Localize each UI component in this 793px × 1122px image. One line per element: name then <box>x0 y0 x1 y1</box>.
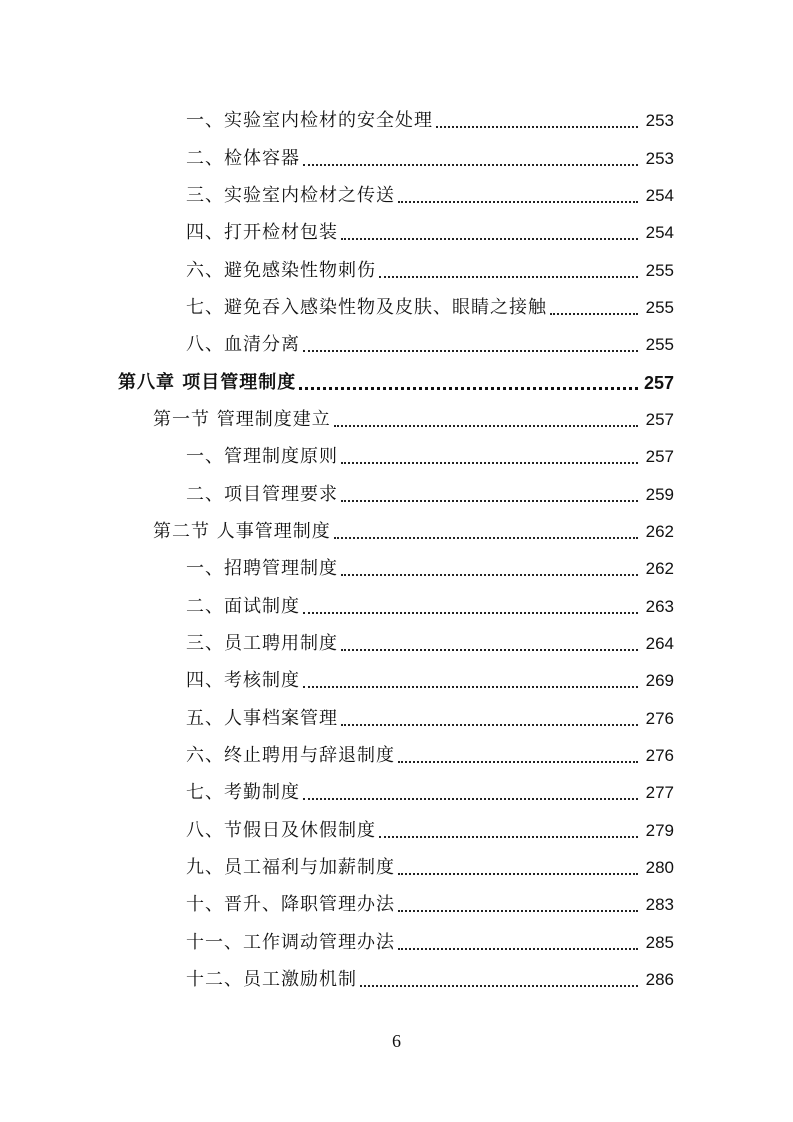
toc-row-content <box>186 222 793 244</box>
toc-row-content <box>186 558 793 580</box>
dot-leader <box>341 238 638 240</box>
toc-item-row[interactable] <box>0 437 793 474</box>
toc-row-content <box>186 596 793 618</box>
toc-entry-title: 二、项目管理要求 <box>186 483 338 505</box>
toc-entry-title: 七、避免吞入感染性物及皮肤、眼睛之接触 <box>186 296 547 318</box>
toc-entry-title: 三、员工聘用制度 <box>186 632 338 654</box>
toc-section-row[interactable] <box>0 400 793 437</box>
toc-entry-page-number: 253 <box>645 148 674 168</box>
toc-item-row[interactable] <box>0 213 793 250</box>
dot-leader <box>379 836 638 838</box>
toc-row-content <box>186 857 793 879</box>
toc-entry-page-number: 259 <box>645 484 674 504</box>
toc-row-content <box>186 633 793 655</box>
toc-entry-title: 二、检体容器 <box>186 147 300 169</box>
dot-leader <box>341 724 638 726</box>
toc-row-content <box>186 708 793 730</box>
toc-row-content <box>186 297 793 319</box>
toc-row-content <box>186 820 793 842</box>
toc-entry-title: 二、面试制度 <box>186 595 300 617</box>
toc-entry-page-number: 285 <box>645 932 674 952</box>
dot-leader <box>341 649 638 651</box>
toc-item-row[interactable] <box>0 773 793 810</box>
toc-entry-page-number: 280 <box>645 857 674 877</box>
toc-entry-title: 六、避免感染性物刺伤 <box>186 259 376 281</box>
toc-entry-page-number: 263 <box>645 596 674 616</box>
dot-leader <box>303 686 638 688</box>
toc-entry-page-number: 262 <box>645 521 674 541</box>
toc-row-content <box>186 148 793 170</box>
toc-entry-page-number: 257 <box>645 447 674 467</box>
dot-leader <box>303 798 638 800</box>
toc-item-row[interactable] <box>0 549 793 586</box>
toc-entry-title: 第二节 人事管理制度 <box>153 520 331 542</box>
toc-row-content <box>118 372 793 394</box>
toc-item-row[interactable] <box>0 474 793 511</box>
toc-row-content <box>186 670 793 692</box>
table-of-contents <box>0 101 793 997</box>
toc-entry-page-number: 254 <box>645 185 674 205</box>
dot-leader <box>341 462 638 464</box>
toc-section-row[interactable] <box>0 512 793 549</box>
toc-row-content <box>186 745 793 767</box>
toc-row-content <box>186 484 793 506</box>
dot-leader <box>303 612 638 614</box>
dot-leader <box>303 164 638 166</box>
toc-item-row[interactable] <box>0 810 793 847</box>
toc-item-row[interactable] <box>0 176 793 213</box>
toc-entry-title: 一、招聘管理制度 <box>186 558 338 580</box>
toc-item-row[interactable] <box>0 288 793 325</box>
toc-entry-page-number: 276 <box>645 745 674 765</box>
toc-entry-title: 六、终止聘用与辞退制度 <box>186 744 395 766</box>
toc-item-row[interactable] <box>0 922 793 959</box>
dot-leader <box>299 387 638 390</box>
toc-entry-title: 第一节 管理制度建立 <box>153 408 331 430</box>
toc-entry-title: 一、管理制度原则 <box>186 446 338 468</box>
toc-row-content <box>153 521 793 543</box>
toc-entry-page-number: 277 <box>645 783 674 803</box>
toc-row-content <box>186 334 793 356</box>
toc-entry-page-number: 283 <box>645 895 674 915</box>
toc-item-row[interactable] <box>0 624 793 661</box>
toc-entry-title: 八、节假日及休假制度 <box>186 819 376 841</box>
toc-entry-title: 十、晋升、降职管理办法 <box>186 894 395 916</box>
toc-entry-title: 四、打开检材包装 <box>186 222 338 244</box>
toc-entry-page-number: 264 <box>645 633 674 653</box>
dot-leader <box>303 350 638 352</box>
toc-entry-title: 一、实验室内检材的安全处理 <box>186 110 433 132</box>
toc-chapter-row[interactable] <box>0 362 793 399</box>
dot-leader <box>334 425 638 427</box>
toc-row-content <box>186 932 793 954</box>
toc-item-row[interactable] <box>0 885 793 922</box>
toc-item-row[interactable] <box>0 250 793 287</box>
toc-row-content <box>186 969 793 991</box>
dot-leader <box>379 276 638 278</box>
toc-entry-title: 四、考核制度 <box>186 670 300 692</box>
toc-entry-page-number: 279 <box>645 820 674 840</box>
toc-entry-title: 十一、工作调动管理办法 <box>186 931 395 953</box>
toc-item-row[interactable] <box>0 101 793 138</box>
toc-entry-title: 三、实验室内检材之传送 <box>186 184 395 206</box>
toc-entry-page-number: 257 <box>643 372 674 393</box>
toc-entry-page-number: 276 <box>645 708 674 728</box>
toc-entry-page-number: 255 <box>645 260 674 280</box>
dot-leader <box>398 873 638 875</box>
dot-leader <box>398 948 638 950</box>
dot-leader <box>360 985 638 987</box>
toc-entry-page-number: 269 <box>645 671 674 691</box>
toc-item-row[interactable] <box>0 661 793 698</box>
toc-item-row[interactable] <box>0 698 793 735</box>
toc-entry-page-number: 257 <box>645 409 674 429</box>
toc-entry-page-number: 254 <box>645 223 674 243</box>
toc-item-row[interactable] <box>0 586 793 623</box>
toc-entry-title: 九、员工福利与加薪制度 <box>186 856 395 878</box>
toc-row-content <box>186 260 793 282</box>
toc-row-content <box>186 110 793 132</box>
toc-entry-title: 五、人事档案管理 <box>186 707 338 729</box>
toc-item-row[interactable] <box>0 325 793 362</box>
dot-leader <box>398 761 638 763</box>
toc-entry-title: 十二、员工激励机制 <box>186 968 357 990</box>
dot-leader <box>334 537 638 539</box>
dot-leader <box>341 500 638 502</box>
toc-row-content <box>153 409 793 431</box>
toc-entry-page-number: 255 <box>645 297 674 317</box>
toc-entry-title: 八、血清分离 <box>186 334 300 356</box>
dot-leader <box>550 313 638 315</box>
toc-row-content <box>186 185 793 207</box>
page-number: 6 <box>392 1031 401 1051</box>
toc-item-row[interactable] <box>0 960 793 997</box>
toc-entry-page-number: 262 <box>645 559 674 579</box>
toc-entry-title: 第八章 项目管理制度 <box>118 371 297 393</box>
toc-entry-page-number: 255 <box>645 335 674 355</box>
toc-row-content <box>186 782 793 804</box>
toc-item-row[interactable] <box>0 138 793 175</box>
toc-item-row[interactable] <box>0 848 793 885</box>
dot-leader <box>398 910 638 912</box>
toc-row-content <box>186 894 793 916</box>
toc-row-content <box>186 446 793 468</box>
dot-leader <box>436 126 638 128</box>
toc-entry-page-number: 253 <box>645 111 674 131</box>
toc-entry-page-number: 286 <box>645 969 674 989</box>
toc-entry-title: 七、考勤制度 <box>186 782 300 804</box>
dot-leader <box>341 574 638 576</box>
dot-leader <box>398 201 638 203</box>
toc-item-row[interactable] <box>0 736 793 773</box>
